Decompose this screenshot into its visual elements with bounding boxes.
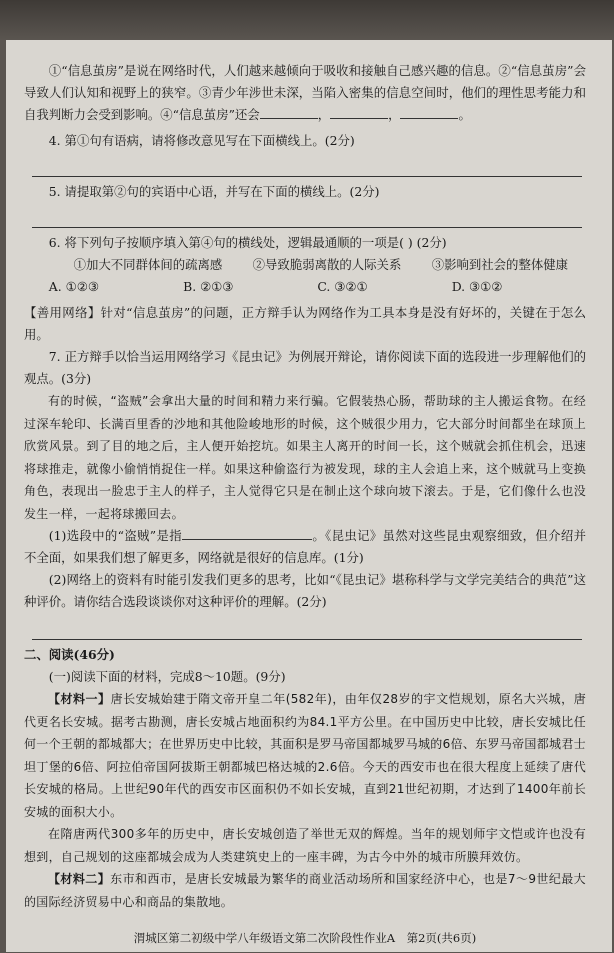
question-7-2: (2)网络上的资料有时能引发我们更多的思考，比如“《昆虫记》堪称科学与文学完美结合的典范”这种评价。请你结合选段谈谈你对这种评价的理解。(2分)	[24, 572, 586, 609]
q6-option-a[interactable]: A. ①②③	[48, 279, 99, 294]
question-6: 6. 将下列句子按顺序填入第④句的横线处，逻辑最通顺的一项是( ) (2分)	[48, 235, 447, 250]
q6-option-d[interactable]: D. ③①②	[451, 279, 503, 294]
fill-blank-2[interactable]	[330, 104, 388, 119]
subsection-1-heading: (一)阅读下面的材料，完成8～10题。(9分)	[48, 669, 286, 684]
q7-1-prefix: (1)选段中的“盗贼”是指	[48, 528, 182, 543]
net-note: 【善用网络】针对“信息茧房”的问题，正方辩手认为网络作为工具本身是没有好坏的，关键在于怎么用。	[24, 305, 586, 342]
fill-blank-3[interactable]	[400, 104, 458, 119]
material-1	[24, 688, 586, 823]
question-7-1	[24, 525, 586, 569]
answer-line-5[interactable]	[32, 203, 582, 228]
q6-option-c[interactable]: C. ③②①	[317, 279, 368, 294]
intro-paragraph: ①“信息茧房”是说在网络时代，人们越来越倾向于吸收和接触自己感兴趣的信息。②“信息茧房”会导致人们认知和视野上的狭窄。③青少年涉世未深，当陷入密集的信息空间时，他们的理性思考能力和自我判断力会受到影响。④“信息茧房”还会 ， ， 。	[24, 63, 586, 122]
answer-line-4[interactable]	[32, 152, 582, 177]
material-2	[24, 868, 586, 913]
material-2-text: 东市和西市，是唐长安城最为繁华的商业活动场所和国家经济中心，也是7～9世纪最大的国际经济贸易中心和商品的集散地。	[24, 872, 586, 909]
intro-text: ①“信息茧房”是说在网络时代，人们越来越倾向于吸收和接触自己感兴趣的信息。②“信息茧房”会导致人们认知和视野上的狭窄。③青少年涉世未深，当陷入密集的信息空间时，他们的理性思考能力和自我判断力会受到影响。④“信息茧房”还会	[24, 63, 586, 122]
excerpt-paragraph: 有的时候，“盗贼”会拿出大量的时间和精力来行骗。它假装热心肠，帮助球的主人搬运食物。在经过深车轮印、长满百里香的沙地和其他险峻地形的时候，这个贼很少用力，它大部分时间都坐在球顶上欣赏风景。到了目的地之后，主人便开始挖坑。如果主人离开的时间一长，这个贼就会抓住机会，迅速将球推走，就像小偷悄悄捉住一样。如果这种偷盗行为被发现，球的主人会追上来，这个贼就马上变换角色，表现出一脸忠于主人的样子，主人觉得它只是在制止这个球向坡下滚去。于是，它们像什么也没发生一样，一起将球搬回去。	[24, 394, 586, 521]
question-7: 7. 正方辩手以恰当运用网络学习《昆虫记》为例展开辩论，请你阅读下面的选段进一步理解他们的观点。(3分)	[24, 349, 586, 386]
q6-item-3: ③影响到社会的整体健康	[431, 257, 569, 272]
fill-blank-1[interactable]	[260, 104, 318, 119]
material-1-paragraph-2: 在隋唐两代300多年的历史中，唐长安城创造了举世无双的辉煌。当年的规划师宇文恺或许也没有想到，自己规划的这座都城会成为人类建筑史上的一座丰碑，为古今中外的城市所膜拜效仿。	[24, 827, 586, 864]
material-2-label: 【材料二】	[48, 872, 111, 886]
section-2-heading: 二、阅读(46分)	[24, 647, 115, 662]
q7-1-blank[interactable]	[182, 525, 312, 540]
q6-item-1: ①加大不同群体间的疏离感	[73, 257, 223, 272]
question-6-items	[24, 254, 586, 276]
intro-end: 。	[458, 107, 471, 122]
question-4: 4. 第①句有语病，请将修改意见写在下面横线上。(2分)	[48, 133, 355, 148]
photo-background	[0, 0, 614, 40]
exam-page	[6, 40, 612, 952]
q6-item-2: ②导致脆弱离散的人际关系	[252, 257, 402, 272]
page-footer: 渭城区第二初级中学八年级语文第二次阶段性作业A 第2页(共6页)	[133, 931, 477, 945]
answer-line-7-2[interactable]	[32, 615, 582, 640]
question-5: 5. 请提取第②句的宾语中心语，并写在下面的横线上。(2分)	[48, 184, 380, 199]
q6-option-b[interactable]: B. ②①③	[183, 279, 234, 294]
q7-1-suffix: 。《昆虫记》虽然对这些昆虫观察细致，但介绍并不全面，如果我们想了解更多，网络就是很好的信息库。(1分)	[24, 528, 586, 565]
material-1-label: 【材料一】	[48, 692, 111, 706]
material-1-text: 唐长安城始建于隋文帝开皇二年(582年)，由年仅28岁的宇文恺规划，原名大兴城，唐代更名长安城。据考古勘测，唐长安城占地面积约为84.1平方公里。在中国历史中比较，唐长安城比任何一个王朝的都城都大；在世界历史中比较，其面积是罗马帝国都城罗马城的6倍、东罗马帝国都城君士坦丁堡的6倍、阿拉伯帝国阿拔斯王朝都城巴格达城的2.6倍。今天的西安市也在很大程度上延续了唐代长安城的格局。上世纪90年代的西安市区面积仍不如长安城，直到21世纪初期，才达到了1400年前长安城的面积大小。	[24, 692, 586, 819]
question-6-options	[24, 276, 586, 298]
